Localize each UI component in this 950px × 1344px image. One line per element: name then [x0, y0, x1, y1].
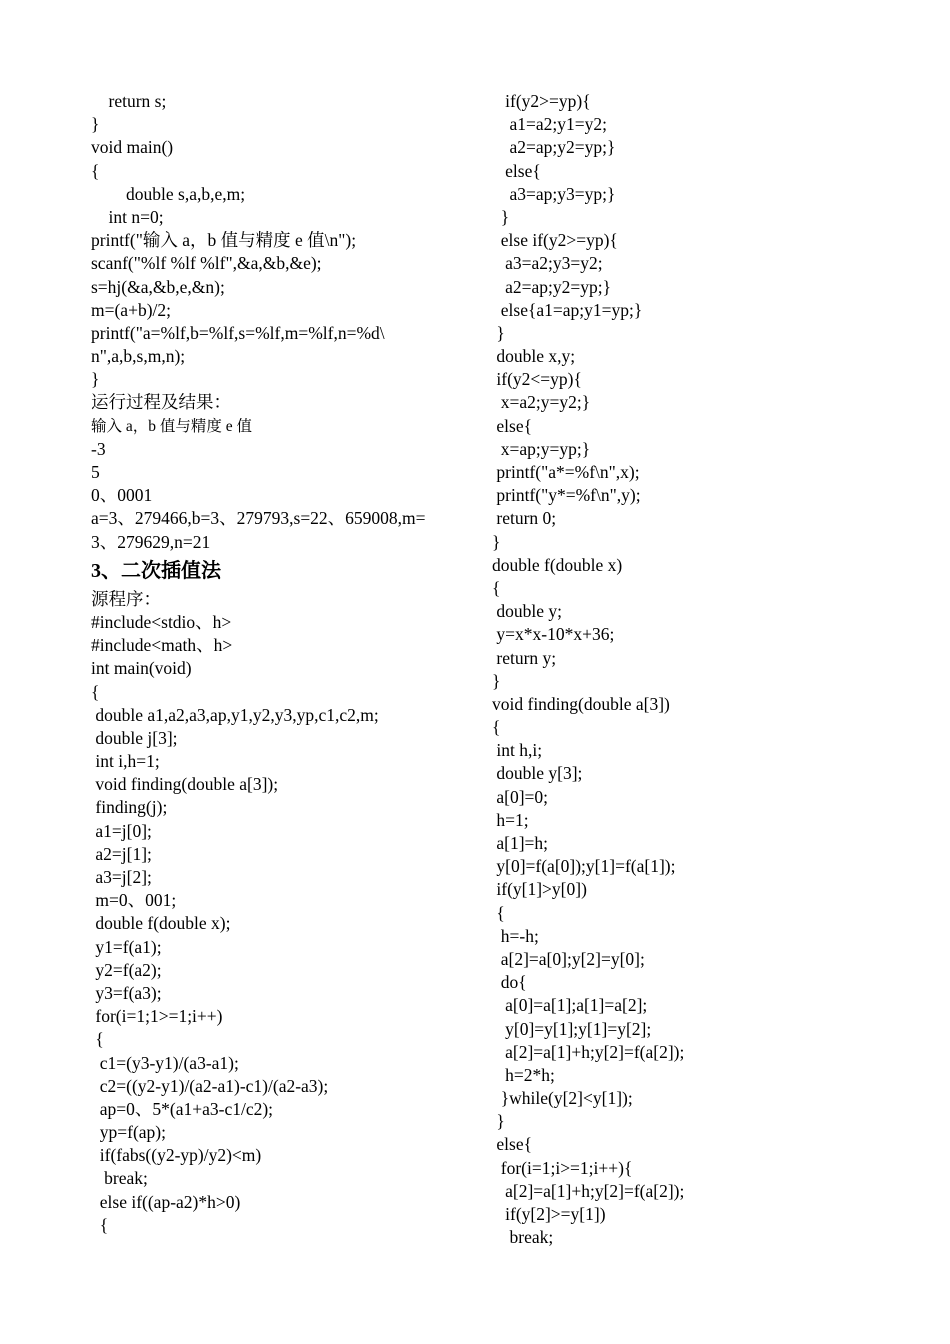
code-line: a2=ap;y2=yp;}	[492, 137, 616, 158]
code-line: else if(y2>=yp){	[492, 230, 618, 251]
output-line: 5	[91, 462, 100, 482]
code-line: {	[492, 717, 501, 738]
code-line: a3=ap;y3=yp;}	[492, 183, 616, 204]
code-line: double s,a,b,e,m;	[91, 183, 246, 204]
code-line: a1=j[0];	[91, 820, 152, 841]
code-line: double x,y;	[492, 346, 576, 367]
section-heading: 3、二次插值法	[91, 559, 221, 582]
code-line: c2=((y2-y1)/(a2-a1)-c1)/(a2-a3);	[91, 1075, 329, 1096]
code-line: y[0]=y[1];y[1]=y[2];	[492, 1018, 652, 1039]
output-line: 输入 a，b 值与精度 e 值	[91, 417, 253, 435]
code-line: }	[492, 670, 501, 691]
code-line: #include<math、h>	[91, 635, 233, 656]
code-line: return 0;	[492, 508, 557, 529]
code-line: m=0、001;	[91, 890, 177, 911]
code-line: }	[91, 114, 100, 135]
output-line: -3	[91, 438, 106, 459]
code-line: x=a2;y=y2;}	[492, 392, 591, 413]
code-line: scanf("%lf %lf %lf",&a,&b,&e);	[91, 253, 322, 274]
code-line: double a1,a2,a3,ap,y1,y2,y3,yp,c1,c2,m;	[91, 704, 379, 725]
code-line: void finding(double a[3])	[492, 693, 670, 714]
code-line: a[2]=a[1]+h;y[2]=f(a[2]);	[492, 1180, 685, 1201]
code-line: a[2]=a[1]+h;y[2]=f(a[2]);	[492, 1041, 685, 1062]
output-line: 3、279629,n=21	[91, 531, 211, 552]
code-line: ap=0、5*(a1+a3-c1/c2);	[91, 1098, 274, 1119]
code-line: a3=a2;y3=y2;	[492, 253, 603, 274]
code-line: a2=j[1];	[91, 843, 152, 864]
code-line: c1=(y3-y1)/(a3-a1);	[91, 1052, 239, 1073]
code-line: n",a,b,s,m,n);	[91, 346, 186, 367]
code-line: {	[492, 902, 505, 923]
code-line: a1=a2;y1=y2;	[492, 114, 607, 135]
code-line: h=1;	[492, 809, 529, 830]
code-line: {	[91, 1029, 104, 1050]
code-line: else{	[492, 415, 532, 436]
code-line: y=x*x-10*x+36;	[492, 624, 615, 645]
code-line: #include<stdio、h>	[91, 611, 232, 632]
code-line: h=-h;	[492, 925, 539, 946]
code-line: int main(void)	[91, 658, 192, 679]
code-line: void main()	[91, 137, 174, 158]
source-label: 源程序：	[91, 588, 161, 609]
code-line: else{	[492, 1134, 532, 1155]
output-line: a=3、279466,b=3、279793,s=22、659008,m=	[91, 508, 426, 529]
code-line: finding(j);	[91, 797, 168, 818]
code-line: do{	[492, 972, 527, 993]
code-line: a[0]=a[1];a[1]=a[2];	[492, 995, 648, 1016]
right-column	[492, 90, 892, 1249]
code-line: int h,i;	[492, 740, 543, 761]
code-line: double j[3];	[91, 727, 178, 748]
output-line: 0、0001	[91, 485, 153, 506]
code-line: }	[492, 1111, 505, 1132]
code-line: {	[91, 160, 100, 181]
code-line: if(y[1]>y[0])	[492, 879, 587, 900]
code-line: else{	[492, 160, 541, 181]
code-line: double y[3];	[492, 763, 583, 784]
code-line: break;	[91, 1168, 148, 1189]
code-line: a[2]=a[0];y[2]=y[0];	[492, 948, 645, 969]
code-line: void finding(double a[3]);	[91, 774, 279, 795]
code-line: double f(double x);	[91, 913, 231, 934]
code-line: }	[492, 322, 505, 343]
code-line: }	[492, 206, 510, 227]
code-line: {	[492, 577, 501, 598]
left-column	[91, 90, 471, 1237]
code-line: h=2*h;	[492, 1064, 555, 1085]
code-line: printf("输入 a，b 值与精度 e 值\n");	[91, 230, 357, 251]
code-line: if(y2>=yp){	[492, 91, 591, 111]
code-line: return y;	[492, 647, 557, 668]
code-line: y2=f(a2);	[91, 959, 162, 980]
code-line: m=(a+b)/2;	[91, 299, 171, 320]
code-line: if(y[2]>=y[1])	[492, 1204, 606, 1224]
result-label: 运行过程及结果：	[91, 392, 231, 413]
code-line: {	[91, 681, 100, 702]
code-line: }	[91, 369, 100, 390]
code-line: a3=j[2];	[91, 867, 152, 887]
code-line: }while(y[2]<y[1]);	[492, 1088, 633, 1109]
code-line: break;	[492, 1227, 554, 1248]
code-line: y3=f(a3);	[91, 982, 162, 1003]
code-line: s=hj(&a,&b,e,&n);	[91, 276, 225, 297]
code-line: int n=0;	[91, 206, 164, 227]
code-line: double y;	[492, 601, 562, 622]
code-line: printf("a*=%f\n",x);	[492, 462, 640, 482]
code-line: if(fabs((y2-yp)/y2)<m)	[91, 1145, 262, 1166]
code-line: }	[492, 531, 501, 552]
code-line: else if((ap-a2)*h>0)	[91, 1191, 241, 1212]
code-line: if(y2<=yp){	[492, 369, 582, 390]
code-line: else{a1=ap;y1=yp;}	[492, 299, 643, 320]
code-line: y1=f(a1);	[91, 936, 162, 957]
code-line: a2=ap;y2=yp;}	[492, 276, 612, 297]
code-line: {	[91, 1214, 109, 1235]
code-line: printf("y*=%f\n",y);	[492, 485, 641, 506]
code-line: double f(double x)	[492, 554, 623, 575]
code-line: yp=f(ap);	[91, 1122, 166, 1143]
code-line: x=ap;y=yp;}	[492, 438, 591, 459]
code-line: for(i=1;i>=1;i++){	[492, 1157, 633, 1178]
code-line: printf("a=%lf,b=%lf,s=%lf,m=%lf,n=%d\	[91, 322, 385, 343]
code-line: return s;	[91, 91, 167, 111]
code-line: a[0]=0;	[492, 786, 549, 807]
code-line: a[1]=h;	[492, 833, 549, 853]
code-line: y[0]=f(a[0]);y[1]=f(a[1]);	[492, 856, 676, 877]
code-line: int i,h=1;	[91, 751, 160, 772]
code-line: for(i=1;1>=1;i++)	[91, 1006, 223, 1027]
